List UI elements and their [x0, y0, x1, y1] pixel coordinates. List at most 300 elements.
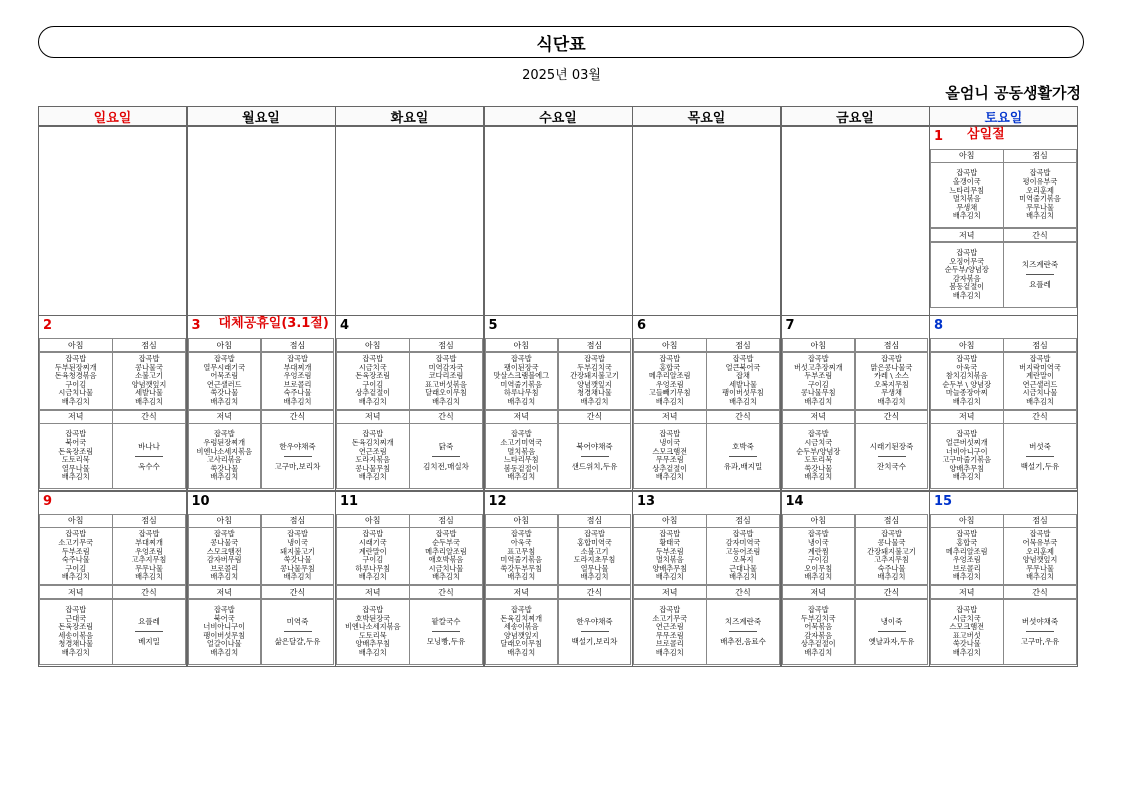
menu-item: 쑥갓나물: [210, 388, 239, 398]
snack-menu: [855, 423, 929, 489]
weekday-tuesday: 화요일: [335, 106, 484, 126]
meal-label: 아침: [782, 338, 856, 352]
meal-menu: [485, 352, 559, 410]
menu-item: 배추김치: [432, 396, 460, 406]
menu-item: 열무나물: [61, 463, 90, 473]
date-number: 4: [340, 318, 350, 333]
menu-item: 배추김치: [507, 396, 536, 406]
label-row: [930, 228, 1077, 242]
label-row: [188, 585, 335, 599]
weekday-wednesday: 수요일: [484, 106, 633, 126]
day-body: [930, 514, 1077, 666]
meal-label: 점심: [261, 338, 335, 352]
menu-item: 배추김치: [655, 647, 684, 657]
menu-item: 배추김치: [61, 572, 90, 582]
day-cell: [929, 491, 1078, 667]
meal-label: 간식: [706, 410, 780, 424]
menu-item: 구이김: [362, 555, 384, 565]
snack-menu: [706, 599, 780, 665]
snack-divider: [581, 456, 609, 457]
meal-label: 저녁: [930, 228, 1004, 242]
day-body: [485, 514, 632, 666]
menu-item: 코다리조림: [428, 371, 464, 381]
menu-item: 구이김: [65, 563, 87, 573]
menu-item: 계란말이: [358, 546, 387, 556]
snack-item: 고구마,보리차: [274, 461, 321, 471]
meal-menu: [633, 423, 707, 489]
meal-label: 아침: [485, 514, 559, 528]
day-number: [782, 492, 929, 514]
snack-item: 샌드위치,두유: [571, 461, 618, 471]
menu-row: [930, 423, 1077, 489]
menu-item: 배추김치: [135, 572, 163, 582]
menu-item: 무생채: [881, 388, 902, 398]
label-row: [633, 338, 780, 352]
snack-divider: [284, 456, 312, 457]
meal-label: 점심: [855, 338, 929, 352]
menu-item: 팽이버섯무침: [203, 630, 246, 640]
menu-row: [930, 599, 1077, 665]
menu-row: [485, 527, 632, 585]
menu-item: 봄동겉절이: [503, 463, 539, 473]
menu-item: 맑은콩나물국: [870, 362, 913, 372]
meal-label: 아침: [188, 338, 262, 352]
day-body: [485, 149, 632, 315]
meal-menu: [930, 242, 1004, 308]
menu-item: 콩나물무침: [280, 563, 315, 573]
label-row: [782, 585, 929, 599]
menu-item: 잡곡밥: [807, 353, 829, 363]
menu-item: 멸치볶음: [952, 194, 981, 204]
menu-item: 세발나물: [729, 379, 757, 389]
snack-divider: [135, 456, 163, 457]
meal-menu: [485, 527, 559, 585]
menu-item: 열무나물: [580, 563, 609, 573]
menu-item: 배추김치: [655, 572, 684, 582]
menu-item: 잡곡밥: [362, 353, 384, 363]
meal-menu: [188, 352, 262, 410]
menu-item: 배추김치: [135, 396, 163, 406]
day-cell: [38, 491, 187, 667]
snack-divider: [432, 631, 460, 632]
menu-item: 냉이국: [287, 538, 308, 548]
menu-item: 고추지무침: [874, 555, 909, 565]
menu-item: 브로콜리: [283, 379, 312, 389]
meal-menu: [558, 527, 632, 585]
menu-item: 버지락미역국: [1019, 362, 1061, 372]
meal-label: 간식: [558, 410, 632, 424]
day-number: [782, 316, 929, 338]
menu-item: 시금치나물: [1022, 388, 1058, 398]
menu-item: 오리훈제: [1026, 546, 1054, 556]
meal-label: 점심: [261, 514, 335, 528]
meal-label: 간식: [409, 585, 483, 599]
day-body: [782, 514, 929, 666]
menu-item: 부대찌개: [135, 538, 163, 548]
snack-item: 고구마,우유: [1020, 637, 1060, 647]
date-number: 6: [637, 318, 647, 333]
day-body: [39, 514, 186, 666]
menu-item: 잡곡밥: [881, 353, 902, 363]
meal-menu: [188, 423, 262, 489]
menu-item: 너비아니구이: [945, 446, 988, 456]
menu-row: [782, 527, 929, 585]
day-cell: [335, 491, 484, 667]
menu-item: 부대찌개: [283, 362, 312, 372]
menu-item: 계란찜: [807, 546, 829, 556]
day-number: [633, 127, 780, 149]
menu-item: 느타리무침: [949, 185, 985, 195]
menu-item: 잡곡밥: [956, 529, 978, 539]
meal-menu: [855, 527, 929, 585]
day-cell: [335, 315, 484, 491]
menu-item: 양념깻잎지: [503, 630, 539, 640]
menu-item: 양배추무침: [652, 563, 688, 573]
menu-row: [39, 352, 186, 410]
snack-menu: [409, 423, 483, 489]
day-body: [188, 149, 335, 315]
meal-label: 점심: [1003, 514, 1077, 528]
menu-item: 배추김치: [61, 396, 90, 406]
menu-item: 고추지무침: [131, 555, 167, 565]
menu-item: 소불고기: [580, 546, 609, 556]
menu-item: 돈육장조림: [58, 446, 94, 456]
meal-menu: [409, 352, 483, 410]
menu-item: 두부조림: [655, 546, 684, 556]
meal-label: 점심: [1003, 149, 1077, 163]
meal-menu: [706, 352, 780, 410]
menu-item: 잡곡밥: [510, 429, 532, 439]
menu-item: 간장돼지불고기: [867, 546, 916, 556]
menu-item: 우엉조림: [655, 379, 684, 389]
menu-item: 고구마줄기볶음: [942, 455, 992, 465]
label-row: [930, 585, 1077, 599]
menu-item: 오복지무침: [874, 379, 909, 389]
menu-item: 잡곡밥: [659, 429, 681, 439]
menu-item: 시래기국: [358, 538, 387, 548]
day-body: [633, 514, 780, 666]
meal-label: 점심: [855, 514, 929, 528]
menu-item: 배추김치: [729, 396, 757, 406]
menu-item: 양념깻잎지: [1022, 555, 1058, 565]
menu-item: 홍합미역국: [577, 538, 612, 548]
snack-item: 치즈계란죽: [1021, 260, 1059, 270]
menu-item: 잡곡밥: [732, 353, 754, 363]
snack-divider: [581, 631, 609, 632]
menu-row: [633, 599, 780, 665]
menu-item: 소고기미역국: [500, 438, 543, 448]
menu-item: 오리훈제: [1026, 185, 1054, 195]
menu-row: [39, 423, 186, 489]
menu-item: 무무나물: [135, 563, 163, 573]
meal-label: 점심: [706, 338, 780, 352]
label-row: [485, 338, 632, 352]
menu-item: 배추김치: [1026, 396, 1054, 406]
meal-label: 아침: [39, 338, 113, 352]
menu-item: 배추김치: [507, 572, 536, 582]
month-label: 2025년 03월: [522, 68, 601, 83]
snack-item: 요플레: [138, 617, 160, 627]
menu-item: 잡곡밥: [807, 529, 829, 539]
day-body: [39, 149, 186, 315]
day-cell: [632, 315, 781, 491]
menu-item: 무무조림: [655, 630, 684, 640]
menu-item: 잡곡밥: [435, 353, 457, 363]
meal-label: 간식: [112, 585, 186, 599]
menu-item: 감자볶음: [804, 630, 833, 640]
weekday-thursday: 목요일: [632, 106, 781, 126]
menu-item: 두부조림: [804, 371, 833, 381]
day-number: [39, 492, 186, 514]
menu-item: 잡곡밥: [956, 247, 978, 257]
menu-item: 잡곡밥: [584, 529, 605, 539]
menu-item: 구이김: [807, 555, 829, 565]
menu-item: 배추김치: [358, 396, 387, 406]
meal-menu: [782, 352, 856, 410]
menu-item: 돼지불고기: [280, 546, 315, 556]
menu-item: 배추김치: [507, 647, 536, 657]
menu-item: 소불고기: [135, 371, 163, 381]
menu-item: 도토리묵: [61, 455, 90, 465]
menu-item: 냉이국: [807, 538, 829, 548]
date-number: 7: [785, 318, 795, 333]
meal-label: 아침: [485, 338, 559, 352]
menu-item: 멸치볶음: [507, 446, 536, 456]
meal-label: 저녁: [39, 410, 113, 424]
label-row: [188, 410, 335, 424]
menu-item: 배추김치: [952, 290, 981, 300]
snack-divider: [135, 631, 163, 632]
week-row: [38, 491, 1082, 667]
menu-item: 잡곡밥: [584, 353, 605, 363]
meal-label: 저녁: [188, 410, 262, 424]
menu-row: [188, 599, 335, 665]
menu-item: 표고버섯볶음: [425, 379, 467, 389]
menu-item: 시금치나물: [428, 563, 464, 573]
meal-menu: [336, 599, 410, 665]
menu-item: 구이김: [362, 379, 384, 389]
menu-item: 배추김치: [804, 472, 833, 482]
menu-item: 쑥갓나물: [210, 463, 239, 473]
meal-label: 저녁: [188, 585, 262, 599]
menu-item: 시금치나물: [58, 388, 94, 398]
facility-name: 올엄니 공동생활가정: [945, 84, 1081, 102]
weekday-sunday: 일요일: [38, 106, 187, 126]
menu-item: 배추김치: [210, 572, 239, 582]
menu-item: 양념깻잎지: [577, 379, 612, 389]
menu-item: 시금치국: [804, 438, 833, 448]
day-number: [485, 316, 632, 338]
menu-item: 도토리묵: [358, 630, 387, 640]
menu-item: 배추김치: [952, 647, 981, 657]
label-row: [930, 338, 1077, 352]
meal-menu: [782, 423, 856, 489]
menu-item: 순두부/양념장: [944, 265, 989, 275]
menu-item: 잡채: [736, 371, 750, 381]
label-row: [39, 410, 186, 424]
menu-item: 배추김치: [283, 396, 312, 406]
snack-item: 베지밀: [138, 637, 160, 647]
menu-row: [930, 527, 1077, 585]
menu-item: 잡곡밥: [65, 529, 87, 539]
day-body: [188, 514, 335, 666]
day-body: [633, 338, 780, 490]
label-row: [39, 585, 186, 599]
menu-item: 콩나물무침: [800, 388, 836, 398]
date-number: 1: [934, 128, 944, 144]
menu-item: 배추김치: [580, 396, 609, 406]
menu-item: 잡곡밥: [1029, 353, 1051, 363]
day-number: [782, 127, 929, 149]
menu-item: 잡곡밥: [956, 168, 978, 178]
menu-item: 오징어무국: [949, 256, 985, 266]
day-body: [633, 149, 780, 315]
menu-item: 감자볶음: [952, 273, 981, 283]
menu-item: 양배추무침: [355, 639, 391, 649]
meal-menu: [261, 527, 335, 585]
date-number: 8: [934, 318, 944, 333]
menu-item: 배추김치: [580, 572, 609, 582]
menu-item: 콩나물무침: [355, 463, 391, 473]
week-row: [38, 315, 1082, 491]
meal-menu: [633, 352, 707, 410]
menu-item: 연근조림: [358, 446, 387, 456]
menu-item: 미역감자국: [428, 362, 464, 372]
holiday-label: 대체공휴일(3.1절): [218, 316, 329, 331]
meal-label: 점심: [409, 514, 483, 528]
menu-item: 황태국: [659, 538, 681, 548]
menu-item: 근대나물: [729, 563, 757, 573]
menu-item: 배추김치: [952, 472, 981, 482]
menu-item: 콩나물국: [210, 538, 239, 548]
menu-item: 우엉조림: [283, 371, 312, 381]
menu-item: 배추김치: [804, 396, 833, 406]
date-number: 12: [488, 493, 507, 509]
day-number: [633, 492, 780, 514]
menu-item: 콩나물국: [877, 538, 906, 548]
snack-item: 한우야채죽: [576, 617, 613, 627]
menu-item: 잡곡밥: [881, 529, 902, 539]
menu-row: [633, 527, 780, 585]
menu-item: 우엉조림: [952, 555, 981, 565]
day-body: [336, 514, 483, 666]
meal-menu: [855, 352, 929, 410]
snack-item: 삶은달걀,두유: [274, 637, 321, 647]
menu-item: 열무시래기국: [203, 362, 246, 372]
menu-item: 잡곡밥: [213, 604, 235, 614]
menu-item: 근대국: [65, 613, 87, 623]
menu-item: 순두부 \ 양념장: [942, 379, 992, 389]
meal-label: 간식: [855, 410, 929, 424]
menu-item: 어묵볶음: [804, 622, 833, 632]
meal-menu: [706, 527, 780, 585]
menu-item: 팽이된장국: [503, 362, 539, 372]
meal-menu: [39, 423, 113, 489]
menu-item: 배추김치: [358, 647, 387, 657]
date-number: 10: [191, 493, 210, 509]
meal-menu: [930, 527, 1004, 585]
label-row: [336, 410, 483, 424]
snack-divider: [1026, 631, 1054, 632]
label-row: [485, 410, 632, 424]
menu-item: 구이김: [65, 379, 87, 389]
menu-row: [485, 352, 632, 410]
menu-item: 우렁된장찌개: [203, 438, 246, 448]
menu-item: 배추김치: [210, 647, 239, 657]
label-row: [633, 410, 780, 424]
menu-item: 잡곡밥: [659, 604, 681, 614]
menu-item: 북어국: [65, 438, 87, 448]
meal-menu: [336, 352, 410, 410]
menu-row: [782, 352, 929, 410]
meal-label: 저녁: [485, 410, 559, 424]
label-row: [336, 338, 483, 352]
menu-item: 잡곡밥: [213, 353, 235, 363]
menu-item: 어묵유부국: [1022, 538, 1058, 548]
weekday-monday: 월요일: [187, 106, 336, 126]
meal-label: 간식: [261, 410, 335, 424]
day-number: [336, 127, 483, 149]
menu-item: 달래오이무침: [500, 639, 543, 649]
snack-item: 버섯죽: [1029, 441, 1051, 451]
meal-label: 간식: [1003, 585, 1077, 599]
meal-menu: [1003, 352, 1077, 410]
label-row: [188, 514, 335, 528]
menu-item: 아욱국: [956, 362, 978, 372]
menu-item: 돈육김치찌개: [500, 613, 543, 623]
menu-item: 브로콜리: [655, 639, 684, 649]
date-number: 3: [191, 318, 201, 333]
menu-item: 무무조림: [655, 455, 684, 465]
snack-item: 바나나: [138, 441, 160, 451]
meal-label: 저녁: [782, 585, 856, 599]
menu-item: 올갱이국: [952, 177, 981, 187]
menu-item: 잡곡밥: [362, 429, 384, 439]
meal-label: 간식: [1003, 228, 1077, 242]
meal-label: 점심: [409, 338, 483, 352]
label-row: [39, 514, 186, 528]
empty-day-cell: [781, 126, 930, 316]
menu-item: 간장돼지불고기: [570, 371, 619, 381]
meal-menu: [188, 527, 262, 585]
menu-item: 잡곡밥: [1029, 529, 1051, 539]
meal-label: 아침: [39, 514, 113, 528]
menu-item: 배추김치: [210, 472, 239, 482]
menu-item: 잡곡밥: [287, 529, 308, 539]
day-cell: [187, 491, 336, 667]
menu-item: 연근샐러드: [206, 379, 242, 389]
menu-item: 배추김치: [877, 572, 906, 582]
label-row: [930, 410, 1077, 424]
menu-item: 돈육청경볶음: [54, 371, 97, 381]
meal-menu: [930, 423, 1004, 489]
menu-item: 잡곡밥: [659, 529, 681, 539]
meal-label: 저녁: [336, 585, 410, 599]
menu-item: 배추김치: [1026, 211, 1054, 221]
menu-item: 두부김치국: [800, 613, 836, 623]
menu-item: 감자버무림: [206, 555, 242, 565]
menu-item: 잡곡밥: [362, 529, 384, 539]
snack-item: 팥칼국수: [431, 617, 461, 627]
meal-menu: [930, 599, 1004, 665]
menu-item: 냉이국: [659, 438, 681, 448]
day-cell: [484, 491, 633, 667]
meal-menu: [1003, 527, 1077, 585]
snack-menu: [409, 599, 483, 665]
day-cell: [632, 491, 781, 667]
snack-item: 북어야채죽: [576, 441, 613, 451]
meal-label: 저녁: [39, 585, 113, 599]
